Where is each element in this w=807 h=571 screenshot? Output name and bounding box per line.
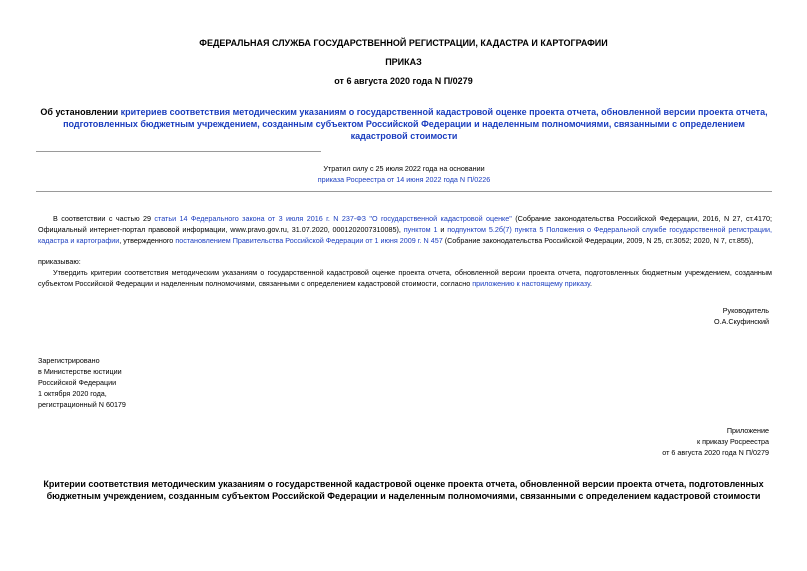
status-link-line	[36, 174, 772, 185]
order-text: Утвердить критерии соответствия методическим указаниям о государственной кадастровой оценке проекта отчета, обновленной версии проекта отчета, подготовленных бюджетным учреждением, созданным субъектом Российской Федерации и наделенным полномочиями, связанными с определением кадастровой стоимости, согласно	[38, 268, 772, 288]
document-title	[34, 106, 774, 142]
appendix-link[interactable]: приложению к настоящему приказу	[472, 279, 590, 288]
title-link[interactable]: критериев соответствия методическим указаниям о государственной кадастровой оценке проекта отчета, обновленной версии проекта отчета, подготовленных бюджетным учреждением, созданным субъектом Российской Федерации и наделенным полномочиями, связанными с определением кадастровой стоимости	[63, 107, 768, 141]
registration-line: 1 октября 2020 года,	[38, 389, 107, 398]
title-prefix: Об установлении	[40, 107, 121, 117]
order-paragraph	[38, 267, 772, 289]
appendix-line: к приказу Росреестра	[696, 437, 769, 446]
point-1-link[interactable]: пунктом 1	[403, 225, 438, 234]
signature-position: Руководитель	[722, 306, 769, 315]
status-line: Утратил силу с 25 июля 2022 года на основании	[323, 164, 485, 173]
registration-line: регистрационный N 60179	[38, 400, 126, 409]
regulation-subpoint-link[interactable]: подпунктом 5.2б(7) пункта 5 Положения о Федеральной службе государственной регистрации, кадастра и картографии	[38, 225, 773, 245]
preamble-text-5: (Собрание законодательства Российской Федерации, 2009, N 25, ст.3052; 2020, N 7, ст.855),	[442, 236, 754, 245]
document-date-number: от 6 августа 2020 года N П/0279	[334, 76, 473, 86]
preamble-text-3: и	[437, 225, 448, 234]
preamble-paragraph	[38, 213, 772, 246]
appendix-title: Критерии соответствия методическим указаниям о государственной кадастровой оценке проекта отчета, обновленной версии проекта отчета, подготовленных бюджетным учреждением, созданным субъектом Российской Федерации и наделенным полномочиями, связанными с определением кадастровой стоимости	[43, 479, 764, 501]
registration-block	[38, 355, 126, 410]
registration-line: Российской Федерации	[38, 378, 117, 387]
registration-line: в Министерстве юстиции	[38, 367, 122, 376]
document-type: ПРИКАЗ	[385, 57, 422, 67]
preamble-text-1: В соответствии с частью 29	[53, 214, 155, 223]
appendix-reference	[662, 425, 769, 458]
government-resolution-link[interactable]: постановлением Правительства Российской Федерации от 1 июня 2009 г. N 457	[175, 236, 443, 245]
federal-law-link[interactable]: статьи 14 Федерального закона от 3 июля 2016 г. N 237-ФЗ "О государственной кадастровой оценке"	[154, 214, 512, 223]
repeal-order-link[interactable]: приказа Росреестра от 14 июня 2022 года N П/0226	[317, 175, 491, 184]
preamble-text-2: (Собрание законодательства Российской Федерации, 2016, N 27, ст.4170; Официальный интернет-портал правовой информации, www.pravo.gov.ru, 31.07.2020, 0001202007310085),	[38, 214, 773, 234]
appendix-line: от 6 августа 2020 года N П/0279	[662, 448, 769, 457]
signature-name: О.А.Скуфинский	[714, 317, 769, 326]
order-word: приказываю:	[38, 257, 81, 266]
order-end: .	[589, 279, 592, 288]
agency-name: ФЕДЕРАЛЬНАЯ СЛУЖБА ГОСУДАРСТВЕННОЙ РЕГИСТРАЦИИ, КАДАСТРА И КАРТОГРАФИИ	[199, 38, 608, 48]
preamble-text-4: , утвержденного	[119, 236, 176, 245]
appendix-line: Приложение	[726, 426, 769, 435]
divider-top	[36, 151, 321, 152]
divider-bottom	[36, 191, 772, 192]
registration-line: Зарегистрировано	[38, 356, 100, 365]
